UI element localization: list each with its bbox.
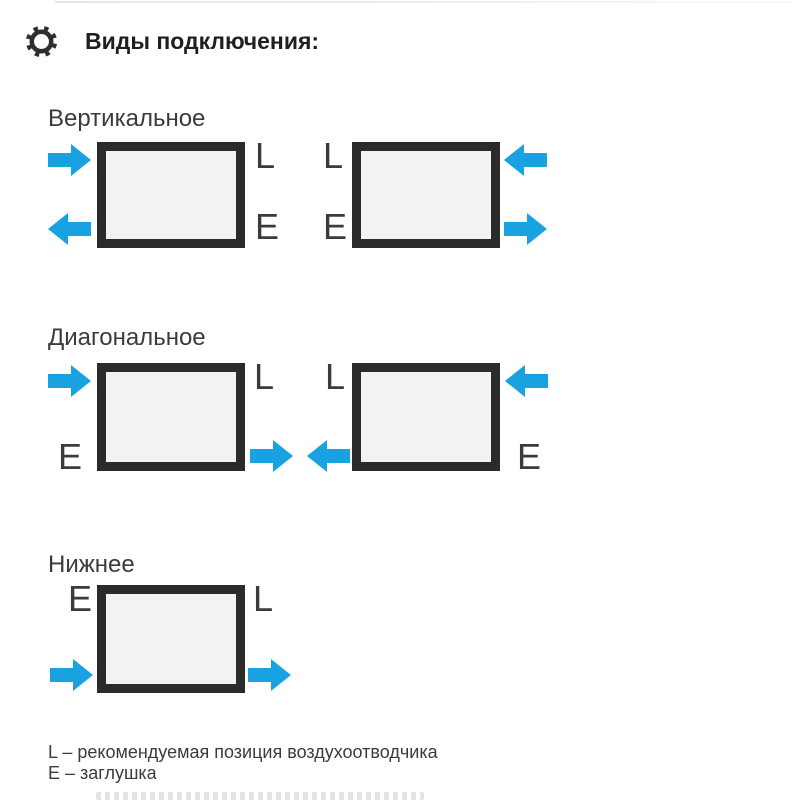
legend bbox=[48, 742, 438, 784]
air-vent-label: L bbox=[255, 135, 276, 176]
diagram-diagonal-right bbox=[307, 356, 552, 477]
plug-label: E bbox=[517, 436, 542, 477]
section-title-bottom: Нижнее bbox=[48, 551, 135, 578]
gear-icon bbox=[24, 24, 59, 59]
air-vent-label: L bbox=[254, 356, 275, 397]
diagram-diagonal-left bbox=[48, 356, 303, 477]
radiator-box bbox=[97, 585, 245, 693]
arrow-right-icon bbox=[50, 658, 93, 692]
diagram-vertical-right bbox=[322, 135, 552, 248]
arrow-right-icon bbox=[248, 658, 291, 692]
diagram-bottom bbox=[48, 578, 303, 693]
page-title: Виды подключения: bbox=[85, 28, 320, 54]
radiator-box bbox=[97, 363, 245, 471]
arrow-right-icon bbox=[48, 364, 91, 398]
air-vent-label: L bbox=[253, 578, 274, 619]
top-divider bbox=[55, 1, 793, 3]
radiator-box bbox=[352, 363, 500, 471]
plug-label: E bbox=[68, 578, 93, 619]
diagram-vertical-left bbox=[48, 135, 303, 248]
arrow-right-icon bbox=[504, 212, 547, 246]
arrow-right-icon bbox=[48, 143, 91, 177]
arrow-left-icon bbox=[504, 143, 547, 177]
legend-line-air-vent: L – рекомендуемая позиция воздухоотводчика bbox=[48, 742, 438, 762]
cropped-text-artifact bbox=[96, 792, 424, 800]
arrow-right-icon bbox=[250, 439, 293, 473]
radiator-box bbox=[352, 142, 500, 248]
arrow-left-icon bbox=[48, 212, 91, 246]
air-vent-label: L bbox=[325, 356, 346, 397]
plug-label: E bbox=[58, 436, 83, 477]
air-vent-label: L bbox=[323, 135, 344, 176]
section-title-vertical: Вертикальное bbox=[48, 105, 206, 132]
arrow-left-icon bbox=[307, 439, 350, 473]
arrow-left-icon bbox=[505, 364, 548, 398]
plug-label: E bbox=[255, 206, 280, 247]
legend-line-plug: E – заглушка bbox=[48, 763, 157, 783]
plug-label: E bbox=[323, 206, 348, 247]
section-title-diagonal: Диагональное bbox=[48, 324, 206, 351]
radiator-box bbox=[97, 142, 245, 248]
